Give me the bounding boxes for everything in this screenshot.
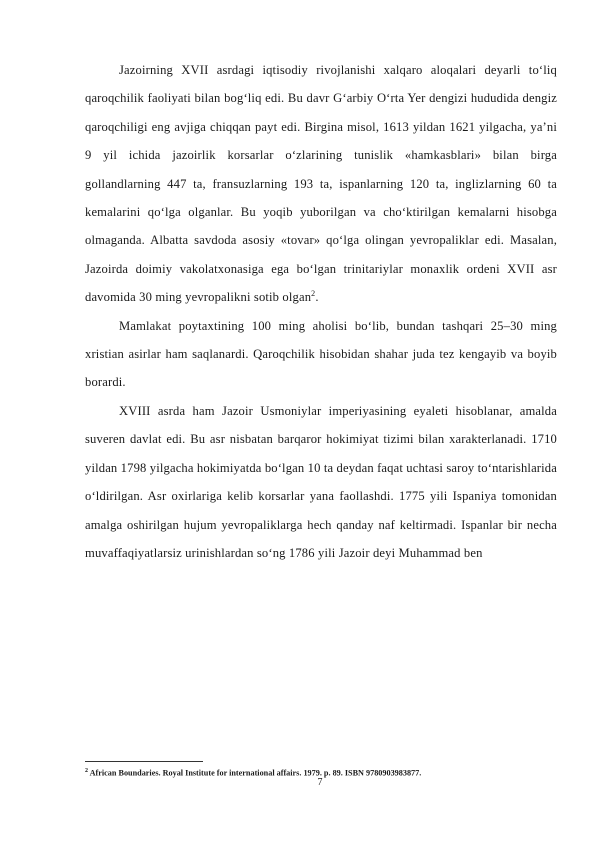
paragraph-2 [85,312,557,397]
paragraph-3-text: XVIII asrda ham Jazoir Usmoniylar imperiyasining eyaleti hisoblanar, amalda suveren davlat edi. Bu asr nisbatan barqaror hokimiyat tizimi bilan xarakterlanadi. 1710 yildan 1798 yilgacha hokimiyatda bo‘lgan 10 ta deydan faqat uchtasi saroy to‘ntarishlarida o‘ldirilgan. Asr oxirlariga kelib korsarlar yana faollashdi. 1775 yili Ispaniya tomonidan amalga oshirilgan hujum yevropaliklarga hech qanday naf keltirmadi. Ispanlar bir necha muvaffaqiyatlarsiz urinishlardan so‘ng 1786 yili Jazoir deyi Muhammad ben [85,403,557,560]
footnote-separator [85,761,203,762]
document-body [85,56,557,567]
paragraph-1 [85,56,557,312]
footnote-number: 2 [85,768,88,774]
paragraph-1-end: . [315,290,319,305]
paragraph-2-text: Mamlakat poytaxtining 100 ming aholisi bo‘lib, bundan tashqari 25–30 ming xristian asirlar ham saqlanardi. Qaroqchilik hisobidan shahar juda tez kengayib va boyib borardi. [85,318,557,390]
paragraph-1-text: Jazoirning XVII asrdagi iqtisodiy rivojlanishi xalqaro aloqalari deyarli to‘liq qaroqchilik faoliyati bilan bog‘liq edi. Bu davr G‘arbiy O‘rta Yer dengizi hududida dengiz qaroqchiligi eng avjiga chiqqan payt edi. Birgina misol, 1613 yildan 1621 yilgacha, ya’ni 9 yil ichida jazoirlik korsarlar o‘zlarining tunislik «hamkasblari» bilan birga gollandlarning 447 ta, fransuzlarning 193 ta, ispanlarning 120 ta, inglizlarning 60 ta kemalarini qo‘lga olganlar. Bu yoqib yuborilgan va cho‘ktirilgan kemalarni hisobga olmaganda. Albatta savdoda asosiy «tovar» qo‘lga olingan yevropaliklar edi. Masalan, Jazoirda doimiy vakolatxonasiga ega bo‘lgan trinitariylar monaxlik ordeni XVII asr davomida 30 ming yevropalikni sotib olgan [85,63,557,305]
page-number: 7 [317,777,323,788]
paragraph-3 [85,397,557,567]
footnote-reference[interactable]: 2 [311,289,316,299]
footnote-text: African Boundaries. Royal Institute for international affairs. 1979. p. 89. ISBN 9780903983877. [89,768,422,778]
